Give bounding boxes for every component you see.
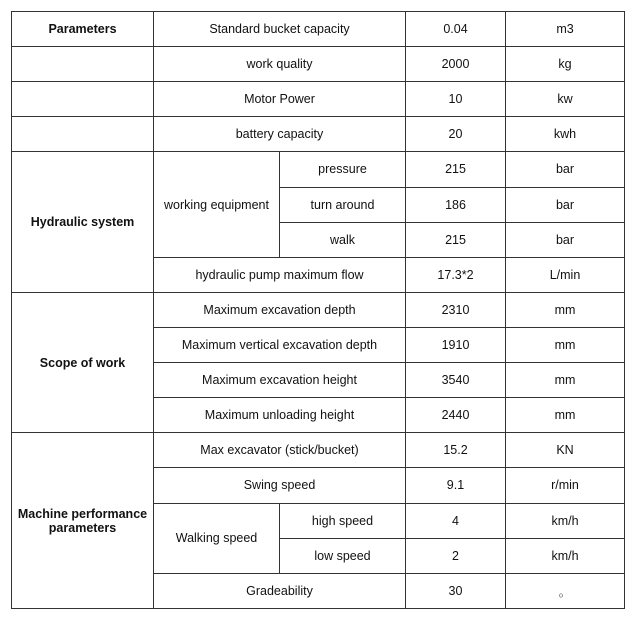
param-unit: km/h bbox=[506, 538, 625, 573]
param-name: Maximum vertical excavation depth bbox=[154, 327, 406, 362]
param-unit: kg bbox=[506, 47, 625, 82]
param-value: 9.1 bbox=[406, 468, 506, 503]
table-row bbox=[12, 12, 625, 47]
param-name: low speed bbox=[280, 538, 406, 573]
param-value: 4 bbox=[406, 503, 506, 538]
param-value: 215 bbox=[406, 152, 506, 187]
param-name: walk bbox=[280, 222, 406, 257]
param-name: high speed bbox=[280, 503, 406, 538]
table-row bbox=[12, 433, 625, 468]
hydraulic-system-label: Hydraulic system bbox=[12, 152, 154, 292]
table-row bbox=[12, 152, 625, 187]
param-name: battery capacity bbox=[154, 117, 406, 152]
machine-performance-label: Machine performance parameters bbox=[12, 433, 154, 609]
param-name: Swing speed bbox=[154, 468, 406, 503]
param-value: 2310 bbox=[406, 292, 506, 327]
table-row bbox=[12, 292, 625, 327]
walking-speed-label: Walking speed bbox=[154, 503, 280, 573]
param-name: turn around bbox=[280, 187, 406, 222]
param-value: 215 bbox=[406, 222, 506, 257]
param-unit: kwh bbox=[506, 117, 625, 152]
param-value: 17.3*2 bbox=[406, 257, 506, 292]
table-row bbox=[12, 117, 625, 152]
param-name: Standard bucket capacity bbox=[154, 12, 406, 47]
empty-cell bbox=[12, 82, 154, 117]
param-value: 2440 bbox=[406, 398, 506, 433]
param-value: 2000 bbox=[406, 47, 506, 82]
param-value: 2 bbox=[406, 538, 506, 573]
param-unit: bar bbox=[506, 152, 625, 187]
empty-cell bbox=[12, 47, 154, 82]
empty-cell bbox=[12, 117, 154, 152]
param-name: Max excavator (stick/bucket) bbox=[154, 433, 406, 468]
param-name: Gradeability bbox=[154, 573, 406, 608]
param-value: 30 bbox=[406, 573, 506, 608]
working-equipment-label: working equipment bbox=[154, 152, 280, 257]
param-value: 0.04 bbox=[406, 12, 506, 47]
param-unit: km/h bbox=[506, 503, 625, 538]
param-value: 1910 bbox=[406, 327, 506, 362]
param-value: 3540 bbox=[406, 363, 506, 398]
param-unit: KN bbox=[506, 433, 625, 468]
param-value: 10 bbox=[406, 82, 506, 117]
param-name: Maximum excavation height bbox=[154, 363, 406, 398]
param-name: Maximum excavation depth bbox=[154, 292, 406, 327]
param-unit: L/min bbox=[506, 257, 625, 292]
param-unit: mm bbox=[506, 292, 625, 327]
param-unit: bar bbox=[506, 222, 625, 257]
table-row bbox=[12, 47, 625, 82]
param-unit: 。 bbox=[506, 573, 625, 608]
param-name: work quality bbox=[154, 47, 406, 82]
param-name: Maximum unloading height bbox=[154, 398, 406, 433]
param-name: Motor Power bbox=[154, 82, 406, 117]
param-unit: bar bbox=[506, 187, 625, 222]
scope-of-work-label: Scope of work bbox=[12, 292, 154, 432]
param-value: 20 bbox=[406, 117, 506, 152]
param-value: 15.2 bbox=[406, 433, 506, 468]
param-name: pressure bbox=[280, 152, 406, 187]
parameters-table bbox=[11, 11, 625, 609]
param-unit: m3 bbox=[506, 12, 625, 47]
param-unit: kw bbox=[506, 82, 625, 117]
param-unit: mm bbox=[506, 363, 625, 398]
param-unit: mm bbox=[506, 398, 625, 433]
parameters-header: Parameters bbox=[12, 12, 154, 47]
param-name: hydraulic pump maximum flow bbox=[154, 257, 406, 292]
param-unit: r/min bbox=[506, 468, 625, 503]
param-unit: mm bbox=[506, 327, 625, 362]
table-row bbox=[12, 82, 625, 117]
param-value: 186 bbox=[406, 187, 506, 222]
